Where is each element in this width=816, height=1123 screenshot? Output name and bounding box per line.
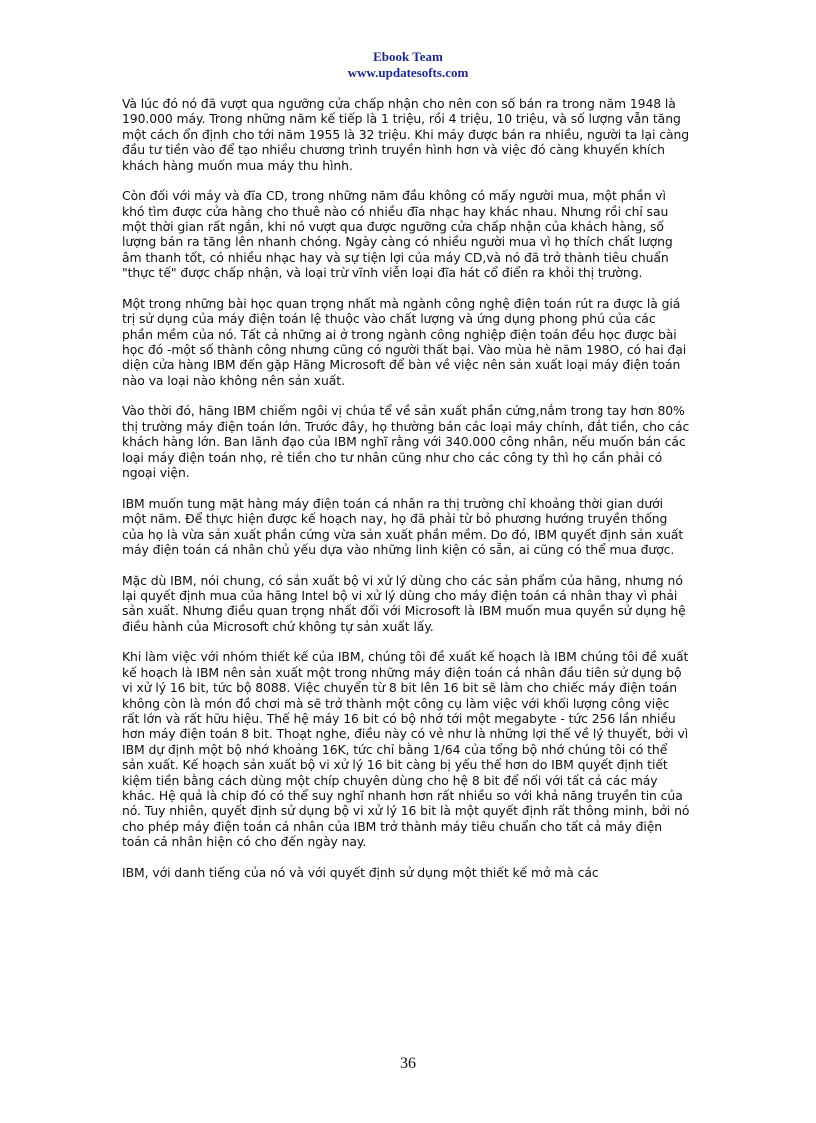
paragraph: Khi làm việc với nhóm thiết kế của IBM, chúng tôi đề xuất kế hoạch là IBM chúng tôi đề xuất kế hoạch là IBM nên sản xuất một trong những máy điện toán cá nhân đầu tiên sử dụng bộ vi xử lý 16 bit, tức bộ 8088. Việc chuyển từ 8 bit lên 16 bit sẽ làm cho chiếc máy điện toán không còn là món đồ chơi mà sẽ trở thành một công cụ làm việc với khối lượng công việc rất lớn và rất hữu hiệu. Thế hệ máy 16 bit có bộ nhớ tới một megabyte - tức 256 lần nhiều hơn máy điện toán 8 bit. Thoạt nghe, điều này có vẻ như là những lợi thế về lý thuyết, bởi vì IBM dự định một bộ nhớ khoảng 16K, tức chỉ bằng 1/64 của tổng bộ nhớ chúng tôi có thể sản xuất. Kế hoạch sản xuất bộ vi xử lý 16 bit càng bị yếu thế hơn do IBM quyết định tiết kiệm tiền bằng cách dùng một chíp chuyên dùng cho hệ 8 bit để nối với tất cả các máy khác. Hệ quả là chip đó có thể suy nghĩ nhanh hơn rất nhiều so với khả năng truyền tin của nó. Tuy nhiên, quyết định sử dụng bộ vi xử lý 16 bit là một quyết định rất thông minh, bởi nó cho phép máy điện toán cá nhân của IBM trở thành máy tiêu chuẩn cho tất cả máy điện toán cá nhân hiện có cho đến ngày nay. <box>122 649 690 850</box>
paragraph: Vào thời đó, hãng IBM chiếm ngôi vị chúa tể về sản xuất phần cứng,nắm trong tay hơn 80% thị trường máy điện toán lớn. Trước đây, họ thường bán các loại máy chính, đắt tiền, cho các khách hàng lớn. Ban lãnh đạo của IBM nghĩ rằng với 340.000 công nhân, nếu muốn bán các loại máy điện toán nhọ, rẻ tiền cho tư nhân cũng như cho các công ty thì họ cần phải có ngoại viện. <box>122 403 690 481</box>
body-text <box>122 96 690 895</box>
header-title: Ebook Team <box>373 49 443 64</box>
page-number: 36 <box>400 1055 416 1072</box>
paragraph: Và lúc đó nó đã vượt qua ngưỡng cửa chấp nhận cho nên con số bán ra trong năm 1948 là 190.000 máy. Trong những năm kế tiếp là 1 triệu, rồi 4 triệu, 10 triệu, và số lượng vẫn tăng một cách ổn định cho tới năm 1955 là 32 triệu. Khi máy được bán ra nhiều, người ta lại càng đầu tư tiền vào để tạo nhiều chương trình truyền hình hơn và việc đó càng khuyến khích khách hàng muốn mua máy thu hình. <box>122 96 690 173</box>
paragraph: Một trong những bài học quan trọng nhất mà ngành công nghệ điện toán rút ra được là giá trị sử dụng của máy điện toán lệ thuộc vào chất lượng và ứng dụng phong phú của các phần mềm của nó. Tất cả những ai ở trong ngành công nghiệp điện toán đều học được bài học đó -một số thành công nhưng cũng có người thất bại. Vào mùa hè năm 198O, có hai đại diện cửa hàng IBM đến gặp Hãng Microsoft để bàn về việc nên sản xuất loại máy điện toán nào va loại nào không nên sản xuất. <box>122 295 687 388</box>
paragraph: IBM, với danh tiếng của nó và với quyết định sử dụng một thiết kế mở mà các <box>122 864 599 880</box>
paragraph: Mặc dù IBM, nói chung, có sản xuất bộ vi xử lý dùng cho các sản phẩm của hãng, nhưng nó lại quyết định mua của hãng Intel bộ vi xử lý dùng cho máy điện toán cá nhân thay vì phải sản xuất. Nhưng điều quan trọng nhất đối với Microsoft là IBM muốn mua quyền sử dụng hệ điều hành của Microsoft chứ không tự sản xuất lấy. <box>122 572 686 634</box>
header-url: www.updatesofts.com <box>347 65 469 80</box>
paragraph: IBM muốn tung mặt hàng máy điện toán cá nhân ra thị trường chỉ khoảng thời gian dưới một năm. Để thực hiện được kế hoạch nay, họ đã phải từ bỏ phương hướng truyền thống của họ là vừa sản xuất phần cứng vừa sản xuất phần mềm. Do đó, IBM quyết định sản xuất máy điện toán cá nhân chủ yếu dựa vào những linh kiện có sẵn, ai cũng có thể mua được. <box>122 495 684 557</box>
paragraph: Còn đối với máy và đĩa CD, trong những năm đầu không có mấy người mua, một phần vì khó tìm được cửa hàng cho thuê nào có nhiều đĩa nhạc hay khác nhau. Nhưng rồi chỉ sau một thời gian rất ngắn, khi nó vượt qua được ngưỡng cửa chấp nhận của khách hàng, số lượng bán ra tăng lên nhanh chóng. Ngày càng có nhiều người mua vì họ thích chất lượng âm thanh tốt, có nhiều nhạc hay và sự tiện lợi của máy CD,và nó đã trở thành tiêu chuẩn "thực tế" được chấp nhận, và loại trừ vĩnh viễn loại đĩa hát cổ điển ra khỏi thị trường. <box>122 188 673 281</box>
page-header <box>0 49 816 81</box>
